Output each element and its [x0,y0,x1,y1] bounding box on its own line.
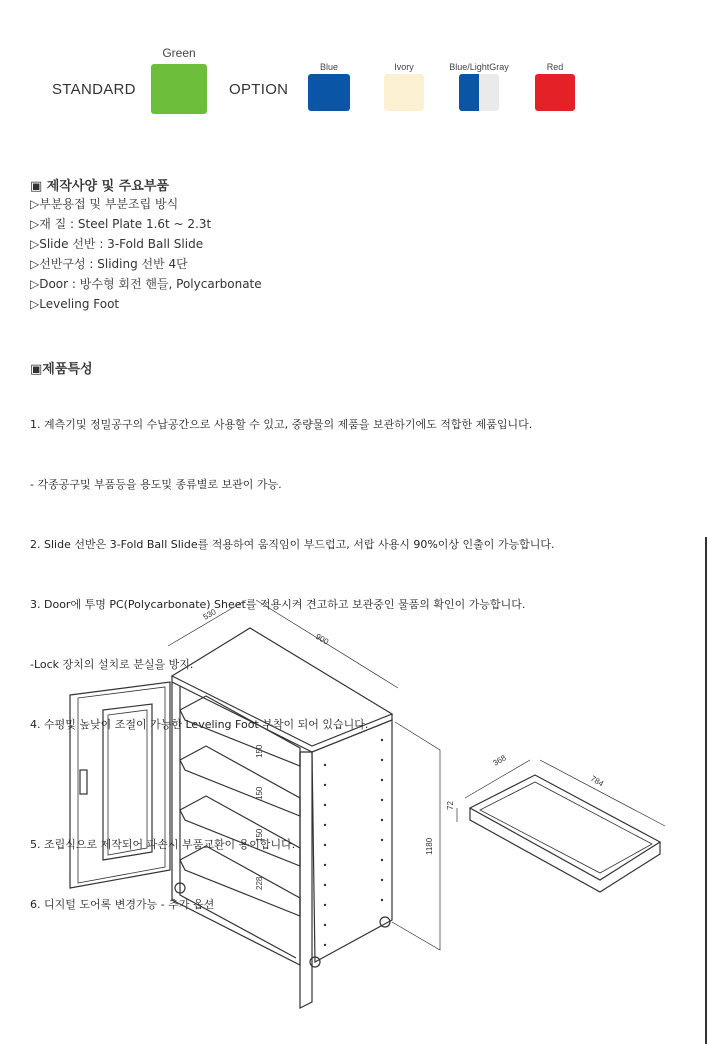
dim-width: 900 [314,631,331,647]
dim-tray-depth: 368 [491,753,508,768]
swatch-label-ivory: Ivory [394,62,414,72]
dim-tray-width: 784 [589,773,606,789]
specs-list [30,194,262,314]
spec-item: ▷Slide 선반 : 3-Fold Ball Slide [30,237,204,251]
door-handle [80,770,87,794]
feature-item: 5. 조립식으로 제작되어 파손시 부품교환이 용이합니다. [30,838,296,851]
cabinet-drawing [0,570,705,1044]
dim-shelf-4: 228 [255,876,264,890]
feature-item: -Lock 장치의 설치로 분실을 방지. [30,658,194,671]
standard-label: STANDARD [52,81,136,98]
spec-item: ▷부분용접 및 부분조립 방식 [30,197,179,211]
option-label: OPTION [229,81,289,98]
spec-item: ▷선반구성 : Sliding 선반 4단 [30,257,188,271]
feature-item: 1. 계측기및 정밀공구의 수납공간으로 사용할 수 있고, 중량물의 제품을 보관하기에도 적합한 제품입니다. [30,418,533,431]
swatch-label-green: Green [162,46,196,60]
tray [470,775,660,880]
ivory-swatch [384,74,424,111]
dim-depth: 530 [201,607,218,622]
spec-item: ▷Door : 방수형 회전 핸들, Polycarbonate [30,277,262,291]
dim-shelf-1: 150 [255,744,264,758]
feature-item: 4. 수평및 높낮이 조절이 가능한 Leveling Foot 부착이 되어 있습니다. [30,718,369,731]
dim-shelf-2: 150 [255,786,264,800]
shelf [180,746,300,816]
page-edge-bar [705,537,707,1044]
feature-item: 6. 디지털 도어록 변경가능 - 추가 옵션 [30,898,215,911]
dim-shelf-3: 150 [255,828,264,842]
dim-height: 1180 [425,837,434,855]
feature-item: 3. Door에 투명 PC(Polycarbonate) Sheet를 적용시켜 견고하고 보관중인 물품의 확인이 가능합니다. [30,598,526,611]
specs-title: ▣ 제작사양 및 주요부품 [30,179,169,194]
feature-item: 2. Slide 선반은 3-Fold Ball Slide를 적용하여 움직임이 부드럽고, 서랍 사용시 90%이상 인출이 가능합니다. [30,538,555,551]
green-swatch [151,64,207,114]
dim-tray-height: 72 [446,801,455,810]
blue-lightgray-swatch [459,74,499,111]
swatch-label-blue-lightgray: Blue/LightGray [449,62,509,72]
shelf [180,796,300,866]
blue-swatch [308,74,350,111]
spec-item: ▷Leveling Foot [30,297,120,311]
spec-item: ▷재 질 : Steel Plate 1.6t ~ 2.3t [30,217,212,231]
shelf [180,846,300,916]
features-title: ▣제품특성 [30,362,93,377]
swatch-label-red: Red [546,62,564,72]
feature-item: - 각종공구및 부품등을 용도및 종류별로 보관이 가능. [30,478,282,491]
red-swatch [535,74,575,111]
swatch-label-blue: Blue [319,62,338,72]
cabinet-side [312,720,392,962]
